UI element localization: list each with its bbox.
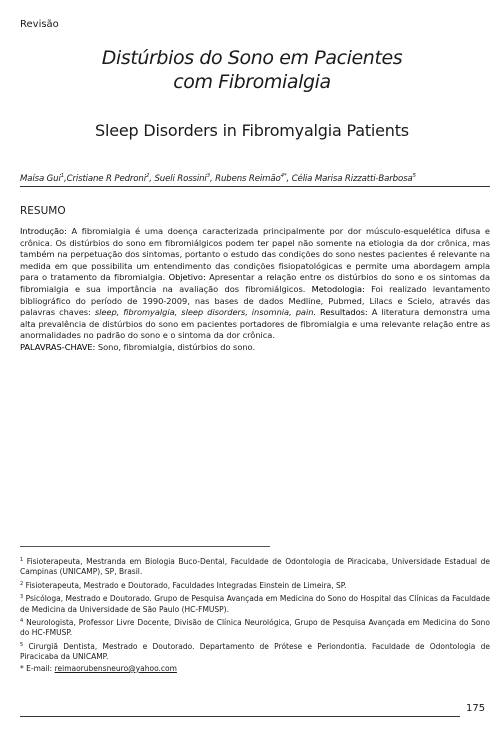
page-number: 175 bbox=[466, 703, 486, 714]
author-affiliation-mark: 2 bbox=[145, 173, 150, 179]
keywords-label: PALAVRAS-CHAVE: bbox=[20, 341, 96, 352]
footnote-divider bbox=[20, 546, 270, 547]
email-label: * E-mail: bbox=[20, 663, 53, 673]
footnote-item bbox=[20, 616, 490, 639]
abstract-body bbox=[20, 226, 490, 354]
author-name: Rubens Reimão bbox=[215, 174, 281, 184]
footnote-mark: 1 bbox=[20, 557, 24, 563]
keywords-text: Sono, fibromialgia, distúrbios do sono. bbox=[97, 341, 256, 352]
footnote-mark: 5 bbox=[20, 641, 24, 648]
abstract-heading: RESUMO bbox=[20, 205, 66, 217]
intro-text: A fibromialgia é uma doença caracterizada principalmente por dor músculo-esquelética difusa e crônica. Os distúrbios do sono em fibromiálgicos podem ter papel não somente na etiologia da dor crônica, mas também na perpetuação dos sintomas, portanto o estudo das condições do sono nestes pacientes é relevante na medida em que possibilita um entendimento das condições fisiopatológicas e permite uma abordagem ampla para o tratamento da fibromialgia. bbox=[20, 226, 490, 283]
method-text: Foi realizado levantamento bibliográfico do período de 1990-2009, nas bases de dados Medline, Pubmed, Lilacs e Scielo, através das palavras chaves: bbox=[20, 283, 490, 318]
author-affiliation-mark: 1 bbox=[60, 173, 65, 179]
author-affiliation-mark: 4* bbox=[280, 173, 287, 179]
footnote-text: Neurologista, Professor Livre Docente, Divisão de Clínica Neurológica, Grupo de Pesquisa Avançada em Medicina do Sono do HC-FMUSP. bbox=[20, 618, 490, 638]
keywords-english: sleep, fibromyalgia, sleep disorders, insomnia, pain. bbox=[94, 307, 316, 318]
intro-label: Introdução: bbox=[20, 226, 67, 236]
footnote-text: Cirurgiã Dentista, Mestrado e Doutorado. Departamento de Prótese e Periondontia. Faculdade de Odontologia de Piracicaba da UNICAMP. bbox=[20, 641, 490, 662]
email-link[interactable]: reimaorubensneuro@yahoo.com bbox=[54, 663, 177, 673]
results-label: Resultados: bbox=[320, 307, 368, 318]
footnote-mark: 3 bbox=[20, 594, 24, 601]
author-name: Maísa Gui bbox=[20, 174, 61, 184]
page-footer-rule bbox=[20, 716, 460, 717]
objective-text: Apresentar a relação entre os distúrbios do sono e os sintomas da fibromialgia e sua importância na avaliação dos fibromiálgicos. bbox=[20, 272, 490, 294]
title-pt-line-1: Distúrbios do Sono em Pacientes bbox=[101, 47, 403, 69]
footnote-item bbox=[20, 579, 490, 591]
article-title-english: Sleep Disorders in Fibromyalgia Patients bbox=[95, 121, 409, 140]
author-list: Maísa Gui$^1$,Cristiane R Pedroni$^2$, Sueli Rossini$^3$, Rubens Reimão$^{4*}$, Célia Marisa Rizzatti-Barbosa$^5$ bbox=[20, 173, 416, 184]
footnote-item bbox=[20, 640, 490, 663]
email-line bbox=[20, 664, 490, 674]
footnote-item bbox=[20, 592, 490, 615]
results-text: A literatura demonstra uma alta prevalência de distúrbios do sono em pacientes portadores de fibromialgia e uma relevante relação entre as anormalidades no padrão do sono e o sintoma da dor crônica. bbox=[20, 307, 491, 341]
footnote-text: Fisioterapeuta, Mestranda em Biologia Buco-Dental, Faculdade de Odontologia de Piracicaba, Universidade Estadual de Campinas (UNICAMP), SP, Brasil. bbox=[20, 557, 490, 577]
title-pt-line-2: com Fibromialgia bbox=[173, 71, 331, 93]
footnote-item bbox=[20, 555, 490, 578]
article-title-portuguese bbox=[0, 46, 504, 94]
footnote-mark: 4 bbox=[20, 618, 24, 625]
footnote-text: Fisioterapeuta, Mestrado e Doutorado, Faculdades Integradas Einstein de Limeira, SP. bbox=[25, 580, 347, 590]
author-affiliation-mark: 5 bbox=[412, 173, 416, 179]
author-affiliation-mark: 3 bbox=[206, 173, 210, 179]
author-divider bbox=[20, 186, 490, 187]
footnote-mark: 2 bbox=[20, 580, 24, 587]
footnotes bbox=[20, 555, 490, 675]
author-name: Célia Marisa Rizzatti-Barbosa bbox=[291, 174, 413, 184]
method-label: Metodologia: bbox=[311, 283, 365, 294]
author-name: Sueli Rossini bbox=[154, 174, 207, 184]
section-label: Revisão bbox=[20, 19, 59, 30]
objective-label: Objetivo: bbox=[168, 272, 206, 283]
footnote-text: Psicóloga, Mestrado e Doutorado. Grupo de Pesquisa Avançada em Medicina do Sono do Hospital das Clínicas da Faculdade de Medicina da Universidade de São Paulo (HC-FMUSP). bbox=[20, 594, 490, 614]
author-name: Cristiane R Pedroni bbox=[66, 174, 146, 184]
